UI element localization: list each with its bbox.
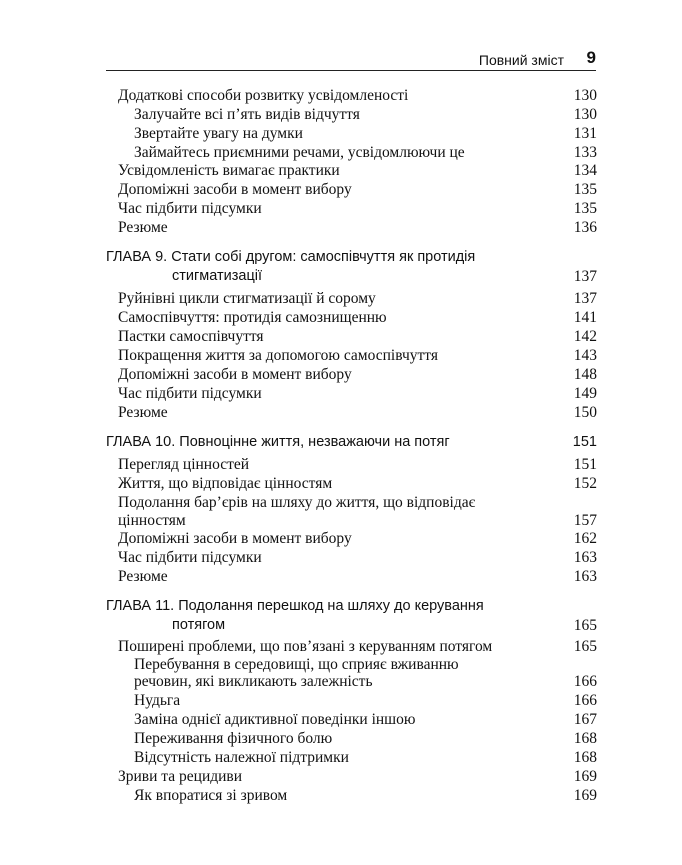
toc-entry-title: Життя, що відповідає цінностям [118,475,333,492]
toc-entry-page: 151 [573,456,597,473]
toc-entry-title: Резюме [118,568,168,585]
toc-entry-page: 130 [573,106,597,123]
toc-entry-page: 151 [572,434,597,450]
chapter-title: потягом [172,617,226,633]
toc-entry-page: 163 [573,549,597,566]
toc-entry-title: Руйнівні цикли стигматизації й сорому [118,290,376,307]
toc-entry [0,455,682,474]
toc-entry-title: Подолання бар’єрів на шляху до життя, що відповідає [118,494,476,511]
toc-entry [0,403,682,422]
toc-entry-page: 165 [573,617,597,634]
toc-entry-title: речовин, які викликають залежність [134,673,373,690]
header-page-number: 9 [586,48,596,67]
toc-entry-title: Як впоратися зі зривом [134,787,288,804]
toc-entry-page: 137 [573,268,597,285]
toc-entry [0,289,682,308]
toc-entry-title: Нудьга [134,692,181,709]
toc-entry-title: цінностям [118,512,186,529]
chapter-heading-continued [0,267,682,286]
toc-entry-page: 150 [573,404,597,421]
toc-entry-title: Час підбити підсумки [118,200,262,217]
chapter-title: ГЛАВА 10. Повноцінне життя, незважаючи на потяг [106,434,450,450]
toc-entry-title: Перегляд цінностей [118,456,250,473]
chapter-heading-continued [0,616,682,635]
toc-entry-page: 137 [573,290,597,307]
chapter-title: стигматизації [172,268,263,284]
toc-entry-page: 152 [573,475,597,492]
toc-entry-title: Пастки самоспівчуття [118,328,264,345]
toc-entry-page: 169 [573,768,597,785]
toc-entry [0,567,682,586]
chapter-heading [0,597,682,616]
toc-entry-page: 131 [573,125,597,142]
toc-entry-page: 142 [573,328,597,345]
toc-subentry [0,691,682,710]
chapter-title: ГЛАВА 11. Подолання перешкод на шляху до керування [106,598,484,614]
toc-subentry [0,124,682,143]
toc-entry-page: 167 [573,711,597,728]
toc-entry [0,637,682,656]
toc-entry-page: 168 [573,749,597,766]
toc-entry-page: 168 [573,730,597,747]
toc-subentry [0,105,682,124]
chapter-heading [0,433,682,452]
toc-entry-page: 135 [573,181,597,198]
toc-entry-page: 166 [573,673,597,690]
toc-entry-page: 133 [573,144,597,161]
toc-entry-page: 134 [573,162,597,179]
toc-entry-title: Самоспівчуття: протидія самознищенню [118,309,387,326]
toc-entry [0,365,682,384]
toc-entry [0,180,682,199]
toc-entry-page: 162 [573,530,597,547]
toc-entry-title: Переживання фізичного болю [134,730,333,747]
toc-entry [0,493,682,512]
toc-entry-title: Усвідомленість вимагає практики [118,162,340,179]
toc-entry-title: Покращення життя за допомогою самоспівчуття [118,347,438,364]
toc-entry-page: 135 [573,200,597,217]
running-header [106,50,596,71]
toc-entry-title: Залучайте всі п’ять видів відчуття [134,106,360,123]
toc-entry-title: Резюме [118,219,168,236]
toc-entry [0,308,682,327]
toc-entry-page: 169 [573,787,597,804]
toc-entry-title: Відсутність належної підтримки [134,749,349,766]
toc-entry [0,474,682,493]
toc-entry-title: Звертайте увагу на думки [134,125,303,142]
toc-entry [0,384,682,403]
toc-entry-title: Час підбити підсумки [118,385,262,402]
toc-entry-title: Додаткові способи розвитку усвідомленості [118,87,409,104]
toc-entry-title: Перебування в середовищі, що сприяє вживанню [134,656,459,673]
toc-entry-title: Зриви та рецидиви [118,768,243,785]
toc-subentry [0,710,682,729]
toc-entry-page: 163 [573,568,597,585]
toc-entry [0,86,682,105]
toc-entry [0,346,682,365]
toc-subentry-continued [0,672,682,691]
toc-entry-title: Займайтесь приємними речами, усвідомлюючи це [134,144,465,161]
toc-entry-page: 136 [573,219,597,236]
toc-entry-page: 149 [573,385,597,402]
toc-entry-page: 157 [573,512,597,529]
toc-entry-continued [0,511,682,530]
toc-entry-title: Допоміжні засоби в момент вибору [118,366,352,383]
toc-subentry [0,786,682,805]
toc-entry-page: 130 [573,87,597,104]
toc-entry-title: Заміна однієї адиктивної поведінки іншою [134,711,416,728]
toc-entry-title: Допоміжні засоби в момент вибору [118,530,352,547]
toc-entry-page: 141 [573,309,597,326]
header-title: Повний зміст [478,52,564,68]
toc-entry-page: 165 [573,638,597,655]
toc-entry-title: Час підбити підсумки [118,549,262,566]
toc-subentry [0,729,682,748]
toc-entry-page: 148 [573,366,597,383]
toc-subentry [0,748,682,767]
toc-entry-title: Резюме [118,404,168,421]
toc-entry [0,767,682,786]
toc-entry-page: 143 [573,347,597,364]
toc-entry [0,218,682,237]
chapter-title: ГЛАВА 9. Стати собі другом: самоспівчуття як протидія [106,249,476,265]
toc-subentry [0,143,682,162]
toc-entry [0,548,682,567]
toc-entry [0,199,682,218]
toc-entry-page: 166 [573,692,597,709]
toc-entry [0,161,682,180]
toc-entry [0,529,682,548]
toc-entry-title: Поширені проблеми, що пов’язані з керуванням потягом [118,638,493,655]
toc-entry-title: Допоміжні засоби в момент вибору [118,181,352,198]
toc-entry [0,327,682,346]
chapter-heading [0,248,682,267]
